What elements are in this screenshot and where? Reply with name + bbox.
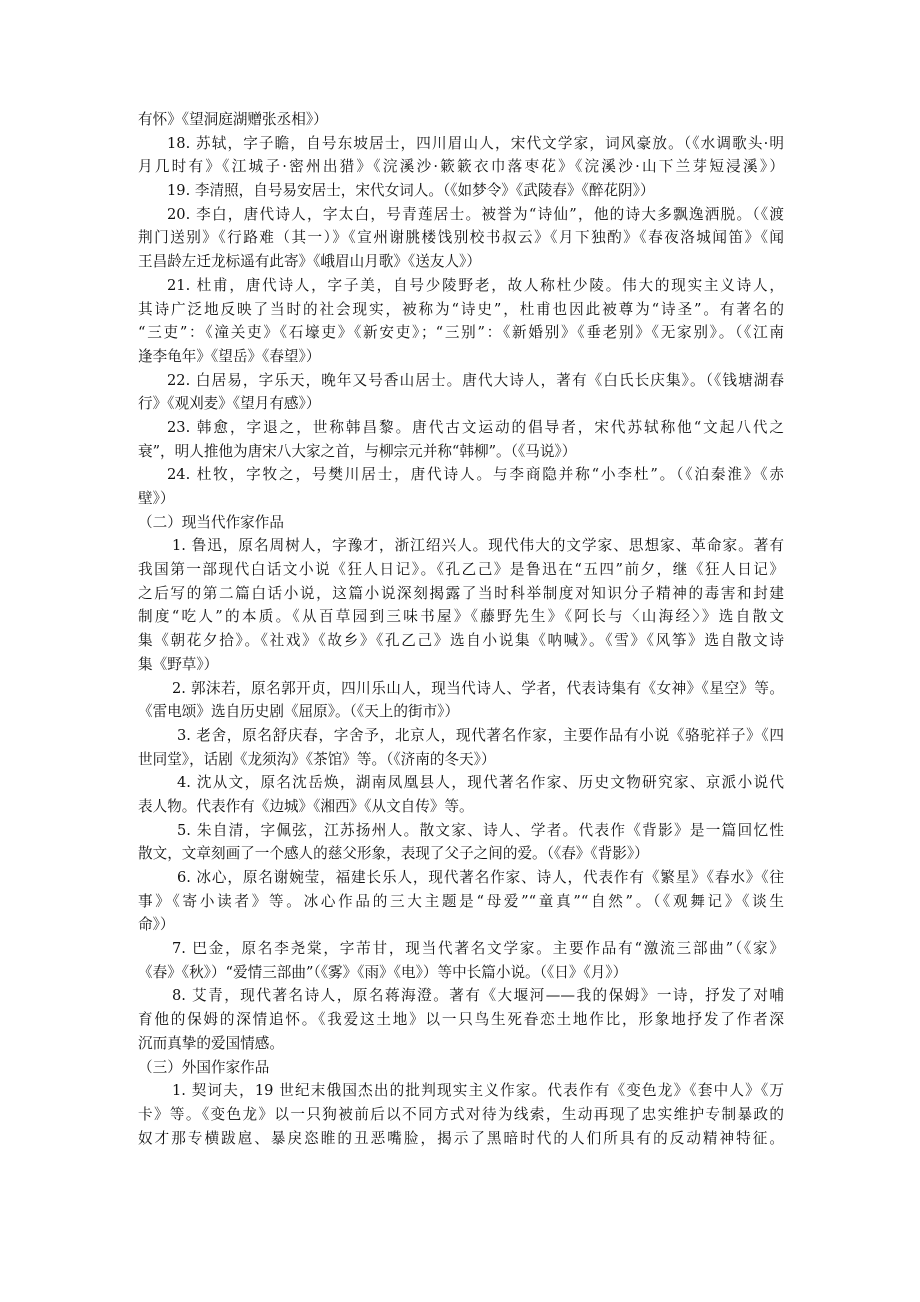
- entry-lu-xun: 1. 鲁迅，原名周树人，字豫才，浙江绍兴人。现代伟大的文学家、思想家、革命家。著有: [172, 537, 784, 555]
- entry-chekhov: 1. 契诃夫，19 世纪末俄国杰出的批判现实主义作家。代表作有《变色龙》《套中人》《万: [172, 1082, 784, 1100]
- entry-han-yu: 23. 韩愈，字退之，世称韩昌黎。唐代古文运动的倡导者，宋代苏轼称他“文起八代之: [167, 418, 784, 436]
- text-line: 事》《寄小读者》等。冰心作品的三大主题是“母爱”“童真”“自然”。（《观舞记》《谈生: [138, 892, 784, 910]
- entry-lao-she: 3. 老舍，原名舒庆春，字舍予，北京人，现代著名作家，主要作品有小说《骆驼祥子》《四: [177, 726, 784, 744]
- entry-du-fu: 21. 杜甫，唐代诗人，字子美，自号少陵野老，故人称杜少陵。伟大的现实主义诗人，: [167, 276, 784, 294]
- entry-li-bai: 20. 李白，唐代诗人，字太白，号青莲居士。被誉为“诗仙”，他的诗大多飘逸洒脱。（《渡: [167, 205, 784, 223]
- section-heading-modern: （二）现当代作家作品: [138, 513, 284, 531]
- text-line: 衰”，明人推他为唐宋八大家之首，与柳宗元并称“韩柳”。（《马说》）: [138, 442, 577, 460]
- entry-zhu-ziqing: 5. 朱自清，字佩弦，江苏扬州人。散文家、诗人、学者。代表作《背影》是一篇回忆性: [177, 821, 784, 839]
- document-page: [138, 108, 784, 1150]
- text-line: 《春》《秋》）“爱情三部曲”（《雾》《雨》《电》）等中长篇小说。（《日》《月》）: [138, 963, 628, 981]
- entry-li-qingzhao: 19. 李清照，自号易安居士，宋代女词人。（《如梦令》《武陵春》《醉花阴》）: [167, 182, 655, 200]
- text-line: 世同堂》，话剧《龙须沟》《茶馆》等。（《济南的冬天》）: [138, 750, 496, 768]
- text-line: 有怀》《望洞庭湖赠张丞相》）: [138, 111, 328, 128]
- text-line: 散文，文章刻画了一个感人的慈父形象，表现了父子之间的爱。（《春》《背影》）: [138, 845, 649, 863]
- text-line: 育他的保姆的深情追怀。《我爱这土地》以一只鸟生死眷恋土地作比，形象地抒发了作者深: [138, 1011, 784, 1029]
- text-line: 沉而真挚的爱国情感。: [138, 1034, 284, 1052]
- text-line: 壁》）: [138, 490, 175, 507]
- text-line: 卡》等。《变色龙》以一只狗被前后以不同方式对待为线索，生动再现了忠实维护专制暴政的: [138, 1105, 784, 1123]
- text-line: 奴才那专横跋扈、暴戾恣睢的丑恶嘴脸，揭示了黑暗时代的人们所具有的反动精神特征。: [138, 1129, 784, 1147]
- text-line: 表人物。代表作有《边城》《湘西》《从文自传》等。: [138, 797, 474, 815]
- entry-guo-moruo: 2. 郭沫若，原名郭开贞，四川乐山人，现当代诗人、学者，代表诗集有《女神》《星空》等。: [172, 679, 784, 697]
- entry-du-mu: 24. 杜牧，字牧之，号樊川居士，唐代诗人。与李商隐并称“小李杜”。（《泊秦淮》《赤: [167, 466, 784, 484]
- text-line: 命》）: [138, 916, 175, 934]
- entry-su-shi: 18. 苏轼，字子瞻，自号东坡居士，四川眉山人，宋代文学家，词风豪放。（《水调歌头·明: [167, 134, 784, 152]
- text-line: 王昌龄左迁龙标遥有此寄》《峨眉山月歌》《送友人》）: [138, 253, 481, 271]
- text-line: 荆门送别》《行路难（其一）》《宣州谢朓楼饯别校书叔云》《月下独酌》《春夜洛城闻笛》《闻: [138, 229, 784, 247]
- text-line: 其诗广泛地反映了当时的社会现实，被称为“诗史”，杜甫也因此被尊为“诗圣”。有著名的: [138, 300, 784, 318]
- text-line: 集《朝花夕拾》。《社戏》《故乡》《孔乙己》选自小说集《呐喊》。《雪》《风筝》选自散文诗: [138, 632, 784, 650]
- text-line: 我国第一部现代白话文小说《狂人日记》。《孔乙己》是鲁迅在“五四”前夕，继《狂人日记》: [138, 561, 784, 579]
- text-line: “三吏”：《潼关吏》《石壕吏》《新安吏》；“三别”：《新婚别》《垂老别》《无家别》。（《江南: [138, 324, 784, 342]
- text-line: 之后写的第二篇白话小说，这篇小说深刻揭露了当时科举制度对知识分子精神的毒害和封建: [138, 584, 784, 602]
- text-line: 制度“吃人”的本质。《从百草园到三味书屋》《藤野先生》《阿长与〈山海经〉》选自散文: [138, 608, 784, 626]
- entry-ba-jin: 7. 巴金，原名李尧棠，字芾甘，现当代著名文学家。主要作品有“激流三部曲”（《家》: [172, 940, 784, 958]
- text-line: 集《野草》）: [138, 655, 219, 673]
- text-line: 《雷电颂》选自历史剧《屈原》。（《天上的街市》）: [138, 703, 460, 721]
- text-line: 月几时有》《江城子·密州出猎》《浣溪沙·簌簌衣巾落枣花》《浣溪沙·山下兰芽短浸溪》）: [138, 158, 784, 176]
- entry-bai-juyi: 22. 白居易，字乐天，晚年又号香山居士。唐代大诗人，著有《白氏长庆集》。（《钱塘湖春: [167, 371, 784, 389]
- entry-bing-xin: 6. 冰心，原名谢婉莹，福建长乐人，现代著名作家、诗人，代表作有《繁星》《春水》《往: [177, 869, 784, 886]
- text-line: 逢李龟年》《望岳》《春望》）: [138, 347, 321, 365]
- section-heading-foreign: （三）外国作家作品: [138, 1058, 270, 1076]
- text-line: 行》《观刈麦》《望月有感》）: [138, 395, 321, 413]
- entry-shen-congwen: 4. 沈从文，原名沈岳焕，湖南凤凰县人，现代著名作家、历史文物研究家、京派小说代: [177, 774, 784, 792]
- entry-ai-qing: 8. 艾青，现代著名诗人，原名蒋海澄。著有《大堰河——我的保姆》一诗，抒发了对哺: [172, 987, 784, 1005]
